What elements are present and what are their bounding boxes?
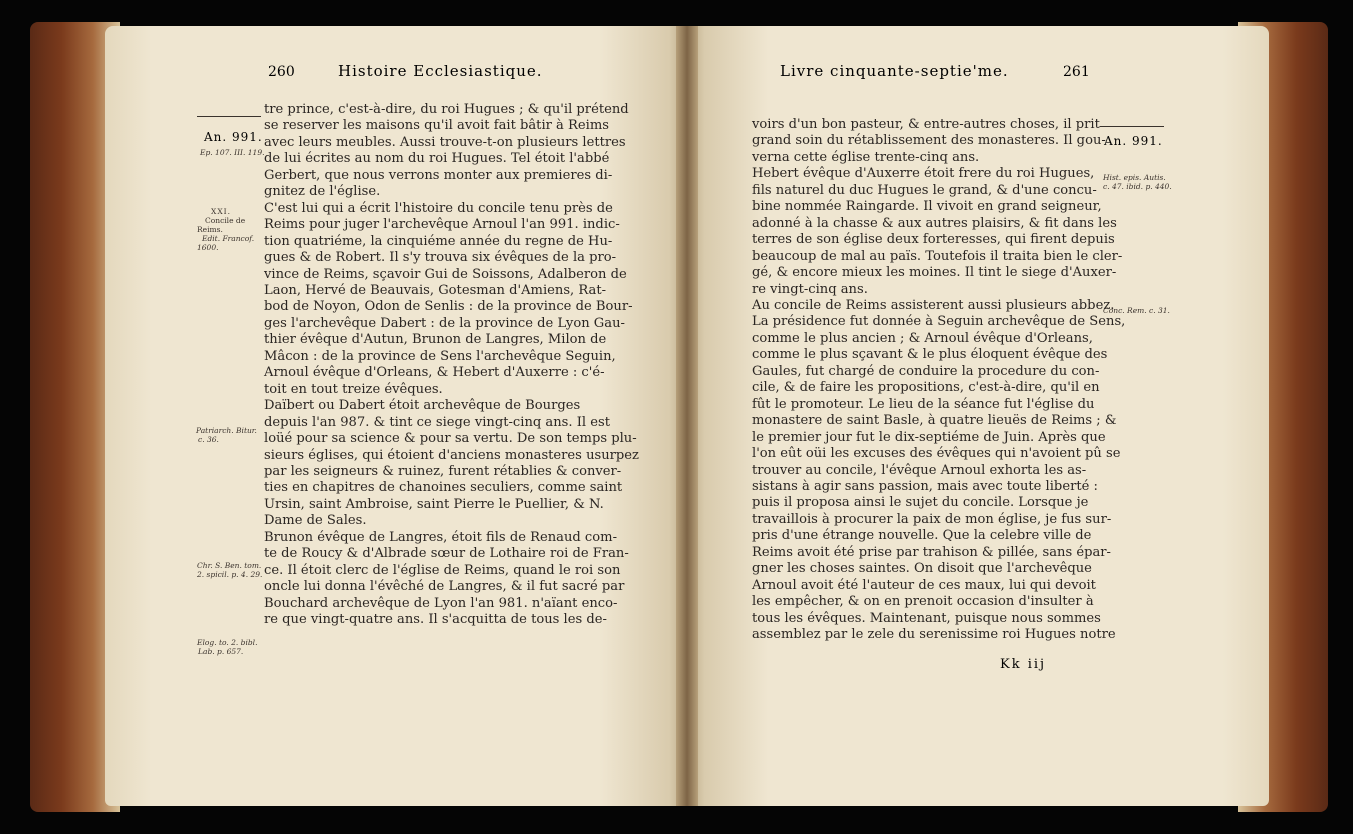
text-line: tous les évêques. Maintenant, puisque nous sommes [752, 610, 1101, 626]
text-line: Reims avoit été prise par trahison & pillée, sans épar- [752, 544, 1111, 560]
text-line: La présidence fut donnée à Seguin archevêque de Sens, [752, 314, 1126, 330]
text-line: se reserver les maisons qu'il avoit fait bâtir à Reims [264, 118, 609, 134]
left-page-number: 260 [268, 64, 295, 80]
margin-note: Edit. Francof. [202, 234, 255, 243]
right-margin-rule [1100, 126, 1164, 127]
margin-note: Chr. S. Ben. tom. [197, 561, 262, 570]
left-year-label: An. 991. [204, 130, 263, 144]
right-page-number: 261 [1063, 64, 1090, 80]
margin-note: Patriarch. Bitur. [196, 426, 257, 435]
text-line: ges l'archevêque Dabert : de la province de Lyon Gau- [264, 315, 625, 331]
text-line: comme le plus sçavant & le plus éloquent évêque des [752, 347, 1108, 363]
text-line: Brunon évêque de Langres, étoit fils de Renaud com- [264, 529, 617, 545]
text-line: puis il proposa ainsi le sujet du concile. Lorsque je [752, 495, 1089, 511]
text-line: assemblez par le zele du serenissime roi Hugues notre [752, 627, 1116, 643]
text-line: gnitez de l'église. [264, 184, 381, 200]
margin-note: Reims. [197, 225, 223, 234]
text-line: fils naturel du duc Hugues le grand, & d'une concu- [752, 182, 1097, 198]
text-line: trouver au concile, l'évêque Arnoul exhorta les as- [752, 462, 1087, 478]
margin-note: c. 36. [198, 435, 219, 444]
text-line: Hebert évêque d'Auxerre étoit frere du roi Hugues, [752, 166, 1095, 182]
text-line: Daïbert ou Dabert étoit archevêque de Bourges [264, 398, 581, 414]
text-line: sistans à agir sans passion, mais avec toute liberté : [752, 478, 1098, 494]
text-line: Ursin, saint Ambroise, saint Pierre le Puellier, & N. [264, 496, 604, 512]
text-line: tre prince, c'est-à-dire, du roi Hugues ; & qu'il prétend [264, 102, 629, 117]
text-line: l'on eût oüi les excuses des évêques qui n'avoient pû se [752, 446, 1121, 462]
text-line: oncle lui donna l'évêché de Langres, & il fut sacré par [264, 579, 625, 595]
text-line: C'est lui qui a écrit l'histoire du concile tenu près de [264, 200, 613, 216]
text-line: comme le plus ancien ; & Arnoul évêque d'Orleans, [752, 330, 1093, 346]
book-gutter [676, 26, 698, 806]
left-margin-rule [197, 116, 261, 117]
margin-note: Conc. Rem. c. 31. [1103, 306, 1170, 315]
text-line: verna cette église trente-cinq ans. [752, 149, 980, 165]
text-line: Reims pour juger l'archevêque Arnoul l'an 991. indic- [264, 217, 620, 233]
margin-note: Hist. epis. Autis. [1103, 173, 1166, 182]
text-line: beaucoup de mal au païs. Toutefois il traita bien le cler- [752, 248, 1123, 264]
right-year-label: An. 991. [1104, 134, 1163, 148]
text-line: fût le promoteur. Le lieu de la séance fut l'église du [752, 396, 1095, 412]
margin-note: 2. spicil. p. 4. 29. [197, 570, 263, 579]
text-line: grand soin du rétablissement des monasteres. Il gou- [752, 133, 1106, 149]
margin-note: c. 47. ibid. p. 440. [1103, 182, 1172, 191]
text-line: bine nommée Raingarde. Il vivoit en grand seigneur, [752, 199, 1102, 215]
text-line: voirs d'un bon pasteur, & entre-autres choses, il prit [752, 117, 1100, 132]
text-line: Mâcon : de la province de Sens l'archevêque Seguin, [264, 348, 616, 364]
text-line: Arnoul avoit été l'auteur de ces maux, lui qui devoit [752, 577, 1096, 593]
text-line: Dame de Sales. [264, 513, 367, 529]
text-line: Au concile de Reims assisterent aussi plusieurs abbez. [752, 297, 1115, 313]
text-line: pris d'une étrange nouvelle. Que la celebre ville de [752, 528, 1092, 544]
text-line: thier évêque d'Autun, Brunon de Langres, Milon de [264, 332, 607, 348]
text-line: travaillois à procurer la paix de mon église, je fus sur- [752, 511, 1112, 527]
margin-note: 1600. [197, 243, 219, 252]
text-line: le premier jour fut le dix-septiéme de Juin. Après que [752, 429, 1106, 445]
text-line: Arnoul évêque d'Orleans, & Hebert d'Auxerre : c'é- [264, 365, 605, 381]
text-line: te de Roucy & d'Albrade sœur de Lothaire roi de Fran- [264, 546, 629, 562]
text-line: sieurs églises, qui étoient d'anciens monasteres usurpez [264, 447, 639, 463]
text-line: Laon, Hervé de Beauvais, Gotesman d'Amiens, Rat- [264, 282, 607, 298]
text-line: gues & de Robert. Il s'y trouva six évêques de la pro- [264, 250, 617, 266]
text-line: Gerbert, que nous verrons monter aux premieres di- [264, 167, 613, 183]
text-line: ties en chapitres de chanoines seculiers, comme saint [264, 480, 623, 496]
margin-note: XXI. [211, 207, 232, 216]
right-running-head: Livre cinquante-septie'me. [780, 62, 1009, 80]
left-body-text [264, 102, 664, 629]
text-line: toit en tout treize évêques. [264, 381, 443, 397]
text-line: cile, & de faire les propositions, c'est-à-dire, qu'il en [752, 380, 1100, 396]
text-line: loüé pour sa science & pour sa vertu. De son temps plu- [264, 431, 637, 447]
margin-note: Concile de [205, 216, 246, 225]
text-line: Gaules, fut chargé de conduire la procedure du con- [752, 363, 1100, 379]
text-line: les empêcher, & on en prenoit occasion d'insulter à [752, 594, 1094, 610]
text-line: vince de Reims, sçavoir Gui de Soissons, Adalberon de [264, 266, 627, 282]
right-body-text [752, 117, 1126, 644]
left-running-head: Histoire Ecclesiastique. [338, 62, 543, 80]
text-line: ce. Il étoit clerc de l'église de Reims, quand le roi son [264, 562, 621, 578]
text-line: bod de Noyon, Odon de Senlis : de la province de Bour- [264, 299, 633, 315]
text-line: avec leurs meubles. Aussi trouve-t-on plusieurs lettres [264, 134, 626, 150]
text-line: tion quatriéme, la cinquiéme année du regne de Hu- [264, 233, 613, 249]
text-line: terres de son église deux forteresses, qui firent depuis [752, 232, 1115, 248]
text-line: re vingt-cinq ans. [752, 281, 868, 297]
text-line: de lui écrites au nom du roi Hugues. Tel étoit l'abbé [264, 151, 610, 167]
text-line: gé, & encore mieux les moines. Il tint le siege d'Auxer- [752, 265, 1117, 281]
margin-note: Ep. 107. III. 119. [200, 148, 265, 157]
text-line: gner les choses saintes. On disoit que l'archevêque [752, 561, 1092, 577]
margin-note: Elog. to. 2. bibl. [197, 638, 258, 647]
text-line: monastere de saint Basle, à quatre lieuës de Reims ; & [752, 413, 1117, 429]
text-line: depuis l'an 987. & tint ce siege vingt-cinq ans. Il est [264, 414, 610, 430]
text-line: Bouchard archevêque de Lyon l'an 981. n'aïant enco- [264, 595, 618, 611]
text-line: par les seigneurs & ruinez, furent rétablies & conver- [264, 463, 622, 479]
text-line: adonné à la chasse & aux autres plaisirs, & fit dans les [752, 215, 1117, 231]
margin-note: Lab. p. 657. [198, 647, 244, 656]
text-line: re que vingt-quatre ans. Il s'acquitta de tous les de- [264, 612, 607, 628]
signature-mark: Kk iij [1000, 657, 1047, 672]
